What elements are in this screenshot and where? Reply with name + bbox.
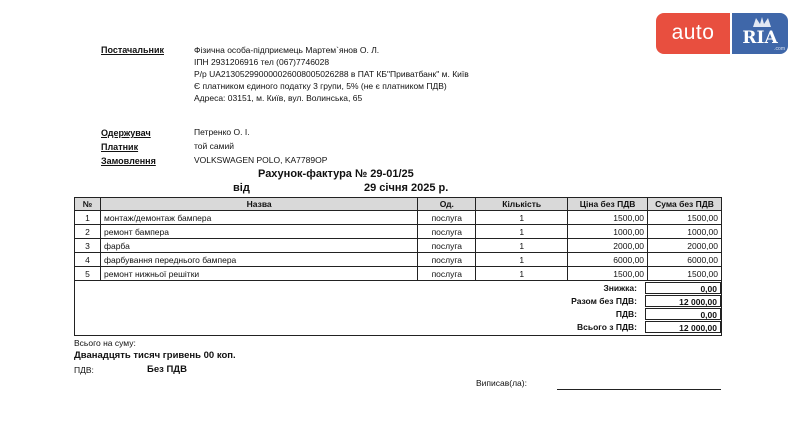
logo-ria-text — [732, 13, 788, 54]
payer-label: Платник — [101, 142, 139, 152]
row-number: 4 — [75, 253, 101, 267]
row-price: 6000,00 — [568, 253, 648, 267]
row-sum: 1500,00 — [648, 211, 722, 225]
subtotal-value: 12 000,00 — [645, 295, 721, 307]
row-unit: послуга — [418, 239, 476, 253]
row-sum: 2000,00 — [648, 239, 722, 253]
row-name: фарбування переднього бампера — [100, 253, 417, 267]
totals-discount-row — [75, 282, 721, 295]
row-number: 2 — [75, 225, 101, 239]
autoria-logo — [656, 13, 788, 54]
order-label: Замовлення — [101, 156, 156, 166]
summary-vat-label: ПДВ: — [74, 365, 94, 375]
summary-vat-value: Без ПДВ — [147, 364, 187, 375]
recipient-value: Петренко О. І. — [194, 127, 250, 137]
items-table — [74, 197, 722, 281]
recipient-label: Одержувач — [101, 128, 151, 138]
table-row — [75, 267, 722, 281]
header-sum: Сума без ПДВ — [648, 198, 722, 211]
row-unit: послуга — [418, 225, 476, 239]
totals-box — [74, 280, 722, 336]
totals-subtotal-row — [75, 295, 721, 308]
supplier-line-1: Фізична особа-підприємець Мартем`янов О. Л. — [194, 45, 380, 55]
row-unit: послуга — [418, 253, 476, 267]
supplier-line-4: Є платником єдиного податку 3 групи, 5% (не є платником ПДВ) — [194, 81, 447, 91]
sum-in-words: Дванадцять тисяч гривень 00 коп. — [74, 350, 236, 361]
table-row — [75, 211, 722, 225]
row-number: 3 — [75, 239, 101, 253]
crown-icon — [752, 16, 772, 28]
row-name: ремонт бампера — [100, 225, 417, 239]
row-price: 1500,00 — [568, 267, 648, 281]
table-row — [75, 239, 722, 253]
totals-total-row — [75, 321, 721, 334]
discount-value: 0,00 — [645, 282, 721, 294]
row-name: фарба — [100, 239, 417, 253]
discount-label: Знижка: — [603, 283, 637, 293]
row-sum: 6000,00 — [648, 253, 722, 267]
header-unit: Од. — [418, 198, 476, 211]
row-name: ремонт нижньої решітки — [100, 267, 417, 281]
header-number: № — [75, 198, 101, 211]
signed-by-label: Виписав(ла): — [476, 378, 527, 388]
header-price: Ціна без ПДВ — [568, 198, 648, 211]
row-quantity: 1 — [476, 267, 568, 281]
logo-ria-label: RIA — [742, 28, 778, 48]
totals-vat-row — [75, 308, 721, 321]
row-sum: 1000,00 — [648, 225, 722, 239]
supplier-line-5: Адреса: 03151, м. Київ, вул. Волинська, 65 — [194, 93, 363, 103]
row-price: 2000,00 — [568, 239, 648, 253]
row-unit: послуга — [418, 267, 476, 281]
header-name: Назва — [100, 198, 417, 211]
table-row — [75, 225, 722, 239]
row-price: 1000,00 — [568, 225, 648, 239]
total-label: Всього з ПДВ: — [577, 322, 637, 332]
supplier-label: Постачальник — [101, 45, 164, 55]
logo-dotcom: .com — [774, 46, 785, 52]
sum-label: Всього на суму: — [74, 338, 136, 348]
supplier-line-3: Р/р UA213052990000026008005026288 в ПАТ КБ"Приватбанк" м. Київ — [194, 69, 469, 79]
total-value: 12 000,00 — [645, 321, 721, 333]
row-quantity: 1 — [476, 253, 568, 267]
subtotal-label: Разом без ПДВ: — [571, 296, 637, 306]
supplier-line-2: ІПН 2931206916 тел (067)7746028 — [194, 57, 330, 67]
row-quantity: 1 — [476, 239, 568, 253]
order-value: VOLKSWAGEN POLO, KA7789OP — [194, 155, 328, 165]
signature-line — [557, 389, 721, 390]
row-unit: послуга — [418, 211, 476, 225]
vat-value: 0,00 — [645, 308, 721, 320]
row-quantity: 1 — [476, 211, 568, 225]
invoice-title: Рахунок-фактура № 29-01/25 — [258, 168, 414, 180]
row-name: монтаж/демонтаж бампера — [100, 211, 417, 225]
logo-auto-text: auto — [656, 13, 730, 54]
header-quantity: Кількість — [476, 198, 568, 211]
payer-value: той самий — [194, 141, 234, 151]
table-row — [75, 253, 722, 267]
row-number: 1 — [75, 211, 101, 225]
invoice-date-prefix: від — [233, 182, 250, 194]
vat-label: ПДВ: — [615, 309, 637, 319]
row-sum: 1500,00 — [648, 267, 722, 281]
row-number: 5 — [75, 267, 101, 281]
row-price: 1500,00 — [568, 211, 648, 225]
row-quantity: 1 — [476, 225, 568, 239]
invoice-date: 29 січня 2025 р. — [364, 182, 449, 194]
table-header-row — [75, 198, 722, 211]
